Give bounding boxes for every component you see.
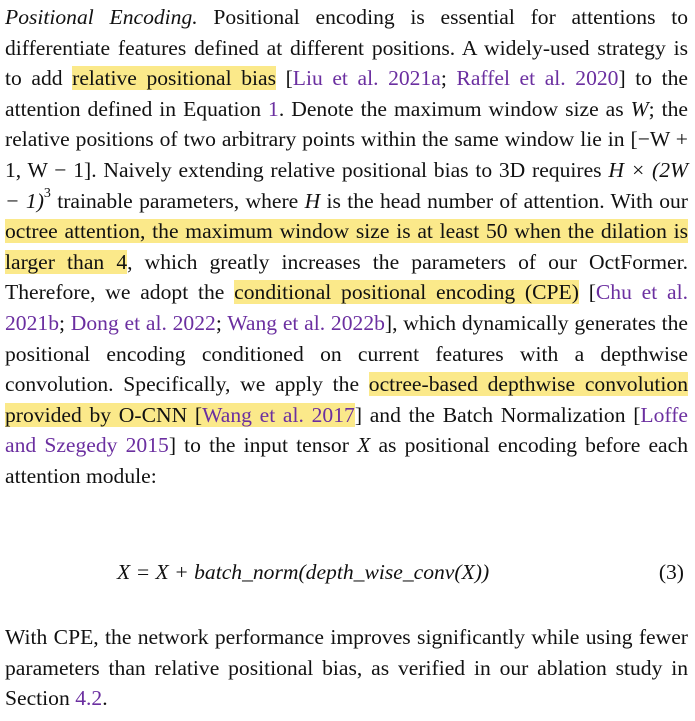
math-exponent: 3 (43, 186, 51, 202)
text-span: trainable parameters, where (57, 188, 299, 213)
highlight-cpe: conditional positional encoding (CPE) (234, 280, 579, 305)
math-var: X (357, 433, 371, 458)
highlight-octree-conv: octree-based depthwise convolution provided by O-CNN [Wang et al. 2017 (5, 372, 688, 427)
text-span: is the head number of attention. With our (326, 188, 688, 213)
highlight-octree-attention: octree attention, the maximum window size is at least 50 when the dilation is larger than 4 (5, 219, 688, 274)
text-span: to the attention defined in Equation (5, 66, 689, 121)
equation-body: X = X + batch_norm(depth_wise_conv(X)) (117, 560, 490, 584)
section-heading: Positional Encoding. (5, 5, 198, 29)
text-span: as positional encoding before each attention module: (5, 433, 689, 488)
equation-3 (5, 557, 688, 591)
citation-link[interactable]: Liu et al. 2021a (292, 66, 441, 91)
citation-link[interactable]: Chu et al. 2021b (5, 280, 688, 335)
highlight-relative-positional-bias: relative positional bias (72, 66, 276, 91)
math-expr: H × (2W − 1) (5, 157, 688, 213)
section-ref-link[interactable]: 4.2 (75, 686, 103, 711)
paper-page (5, 2, 689, 711)
math-var: H (304, 188, 321, 213)
citation-link[interactable]: Wang et al. 2022b (227, 310, 385, 335)
paragraph-positional-encoding: Positional Encoding. Positional encoding is essential for attentions to differentiate features defined at different positions. A widely-used strategy is to add relative positional bias [Liu et al. 2021a; Raffel et al. 2020] to the attention defined in Equation 1. Denote the maximum window size as W; the relative positions of two arbitrary points within the same window lie in [−W + 1, W − 1]. Naively extending relative positional bias to 3D requires $H \times (2W - 1)^3$ trainable parameters, where H is the head number of attention. With our octree attention, the maximum window size is at least 50 when the dilation is larger than 4, which greatly increases the parameters of our OctFormer. Therefore, we adopt the conditional positional encoding (CPE) [Chu et al. 2021b; Dong et al. 2022; Wang et al. 2022b], which dynamically generates the positional encoding conditioned on current features with a depthwise convolution. Specifically, we apply the octree-based depthwise convolution provided by O-CNN [Wang et al. 2017] and the Batch Normalization [Loffe and Szegedy 2015] to the input tensor X as positional encoding before each attention module: (5, 5, 689, 488)
text-span: ] and the Batch Normalization [ (354, 402, 641, 427)
equation-number: (3) (658, 560, 684, 584)
citation-link[interactable]: Dong et al. 2022 (70, 310, 216, 335)
text-span: With CPE, the network performance improves significantly while using fewer parameters than relative positional bias, as verified in our ablation study in Section (5, 625, 688, 711)
text-span: ] to the input tensor (168, 433, 349, 458)
citation-link[interactable]: Loffe and Szegedy 2015 (5, 402, 688, 458)
equation-ref-link[interactable]: 1 (268, 96, 279, 121)
paragraph-cpe-result: With CPE, the network performance improves significantly while using fewer parameters than relative positional bias, as verified in our ablation study in Section 4.2. (5, 625, 688, 711)
text-span: ; the relative positions of two arbitrary points within the same window lie in [−W + 1, W − 1]. Naively extending relative positional bias to 3D requires (5, 96, 689, 182)
citation-link[interactable]: Wang et al. 2017 (202, 402, 355, 427)
text-span: . Denote the maximum window size as (278, 96, 624, 121)
citation-link[interactable]: Raffel et al. 2020 (456, 66, 619, 91)
text-span: Positional encoding is essential for attentions to differentiate features defined at different positions. A widely-used strategy is to add (5, 5, 688, 91)
text-span: ], which dynamically generates the positional encoding conditioned on current features with a depthwise convolution. Specifically, we apply the (5, 310, 689, 397)
math-var: W (630, 96, 649, 121)
text-span: , which greatly increases the parameters of our OctFormer. Therefore, we adopt the (5, 249, 689, 305)
